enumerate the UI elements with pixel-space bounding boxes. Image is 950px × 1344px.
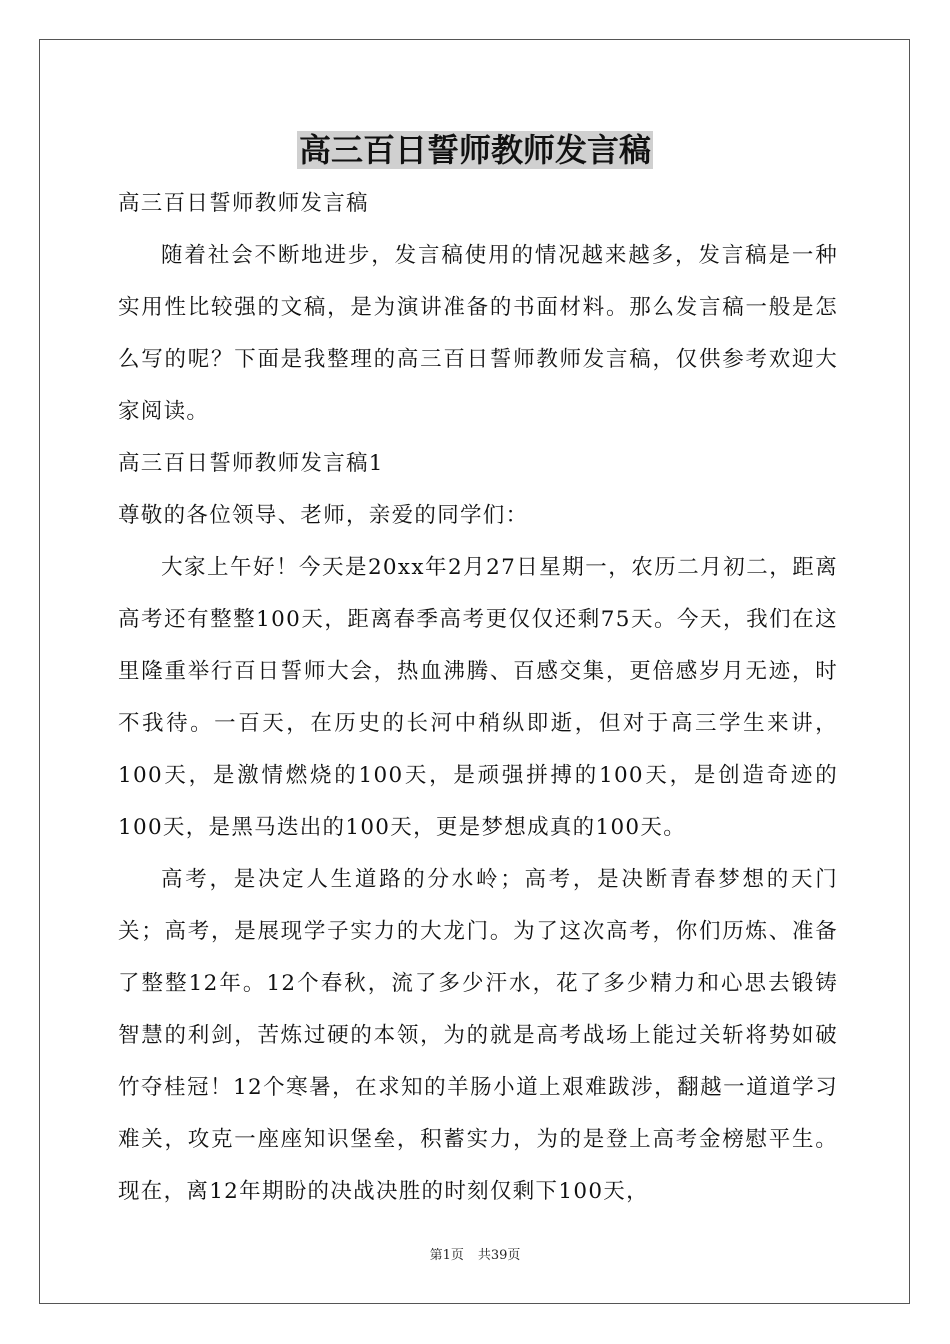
paragraph-intro: 随着社会不断地进步，发言稿使用的情况越来越多，发言稿是一种实用性比较强的文稿，是为演讲准备的书面材料。那么发言稿一般是怎么写的呢？下面是我整理的高三百日誓师教师发言稿，仅供参考欢迎大家阅读。 bbox=[118, 243, 838, 424]
paragraph-salutation: 尊敬的各位领导、老师，亲爱的同学们： bbox=[118, 503, 529, 528]
page-number: 第1页 bbox=[429, 1248, 464, 1263]
document-body bbox=[118, 178, 838, 1218]
paragraph-body-2: 高考，是决定人生道路的分水岭；高考，是决断青春梦想的天门关；高考，是展现学子实力的大龙门。为了这次高考，你们历炼、准备了整整12年。12个春秋，流了多少汗水，花了多少精力和心思去锻铸智慧的利剑，苦炼过硬的本领，为的就是高考战场上能过关斩将势如破竹夺桂冠！12个寒暑，在求知的羊肠小道上艰难跋涉，翻越一道道学习难关，攻克一座座知识堡垒，积蓄实力，为的是登上高考金榜慰平生。现在，离12年期盼的决战决胜的时刻仅剩下100天， bbox=[118, 867, 838, 1204]
paragraph-body-1: 大家上午好！今天是20xx年2月27日星期一，农历二月初二，距离高考还有整整100天，距离春季高考更仅仅还剩75天。今天，我们在这里隆重举行百日誓师大会，热血沸腾、百感交集，更倍感岁月无迹，时不我待。一百天，在历史的长河中稍纵即逝，但对于高三学生来讲，100天，是激情燃烧的100天，是顽强拼搏的100天，是创造奇迹的100天，是黑马迭出的100天，更是梦想成真的100天。 bbox=[118, 555, 838, 840]
page-total: 共39页 bbox=[477, 1248, 521, 1263]
paragraph-subtitle: 高三百日誓师教师发言稿 bbox=[118, 191, 369, 216]
document-title-text: 高三百日誓师教师发言稿 bbox=[298, 131, 651, 169]
document-title bbox=[0, 128, 950, 172]
page-footer bbox=[0, 1247, 950, 1265]
paragraph-section-heading: 高三百日誓师教师发言稿1 bbox=[118, 451, 384, 476]
